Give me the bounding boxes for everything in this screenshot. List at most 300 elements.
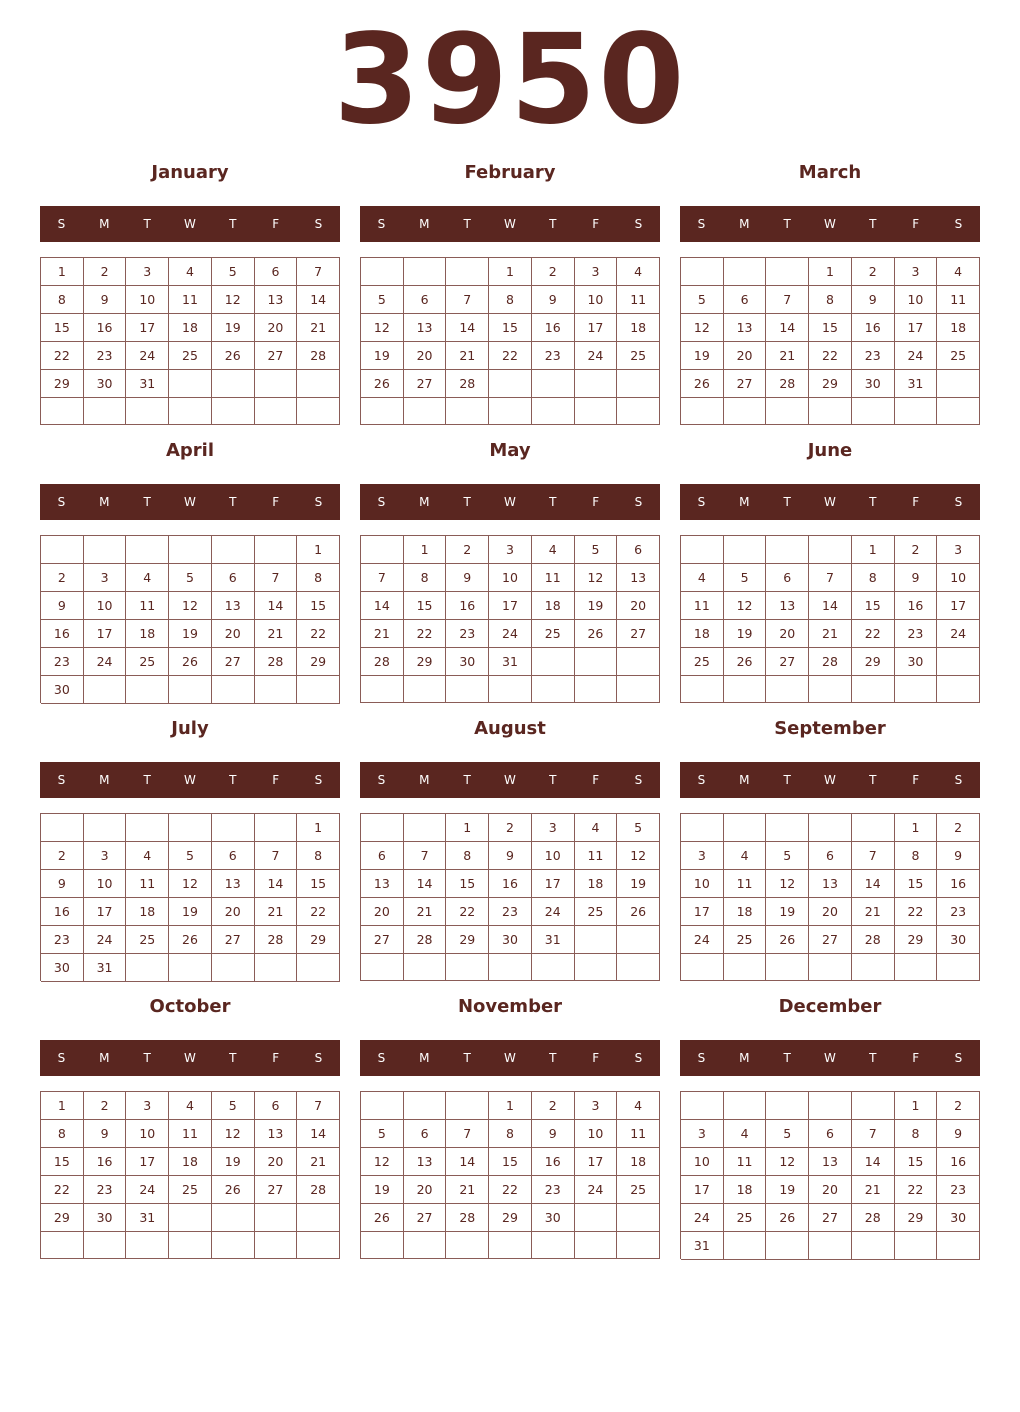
day-cell[interactable]: 6 <box>212 842 255 870</box>
day-cell[interactable]: 31 <box>532 926 575 954</box>
day-cell[interactable]: 17 <box>126 314 169 342</box>
day-cell[interactable]: 9 <box>446 564 489 592</box>
day-cell[interactable]: 28 <box>361 648 404 676</box>
day-cell[interactable]: 23 <box>895 620 938 648</box>
day-cell[interactable]: 3 <box>681 842 724 870</box>
day-cell[interactable]: 26 <box>766 926 809 954</box>
day-cell[interactable]: 10 <box>84 870 127 898</box>
day-cell[interactable]: 26 <box>575 620 618 648</box>
day-cell[interactable]: 19 <box>212 1148 255 1176</box>
day-cell[interactable]: 20 <box>404 342 447 370</box>
day-cell[interactable]: 20 <box>255 314 298 342</box>
day-cell[interactable]: 24 <box>937 620 980 648</box>
day-cell[interactable]: 31 <box>895 370 938 398</box>
day-cell[interactable]: 14 <box>361 592 404 620</box>
day-cell[interactable]: 19 <box>169 898 212 926</box>
day-cell[interactable]: 23 <box>84 1176 127 1204</box>
day-cell[interactable]: 25 <box>724 926 767 954</box>
day-cell[interactable]: 1 <box>41 1092 84 1120</box>
day-cell[interactable]: 16 <box>937 870 980 898</box>
day-cell[interactable]: 27 <box>724 370 767 398</box>
day-cell[interactable]: 16 <box>41 620 84 648</box>
day-cell[interactable]: 23 <box>84 342 127 370</box>
day-cell[interactable]: 4 <box>169 258 212 286</box>
day-cell[interactable]: 16 <box>41 898 84 926</box>
day-cell[interactable]: 2 <box>937 814 980 842</box>
day-cell[interactable]: 28 <box>297 342 340 370</box>
day-cell[interactable]: 21 <box>446 342 489 370</box>
day-cell[interactable]: 23 <box>532 342 575 370</box>
day-cell[interactable]: 9 <box>489 842 532 870</box>
day-cell[interactable]: 24 <box>575 342 618 370</box>
day-cell[interactable]: 1 <box>446 814 489 842</box>
day-cell[interactable]: 16 <box>937 1148 980 1176</box>
day-cell[interactable]: 26 <box>617 898 660 926</box>
day-cell[interactable]: 13 <box>809 870 852 898</box>
day-cell[interactable]: 11 <box>575 842 618 870</box>
day-cell[interactable]: 26 <box>361 1204 404 1232</box>
day-cell[interactable]: 1 <box>895 1092 938 1120</box>
day-cell[interactable]: 24 <box>126 1176 169 1204</box>
day-cell[interactable]: 29 <box>446 926 489 954</box>
day-cell[interactable]: 29 <box>41 370 84 398</box>
day-cell[interactable]: 2 <box>937 1092 980 1120</box>
day-cell[interactable]: 10 <box>84 592 127 620</box>
day-cell[interactable]: 2 <box>41 842 84 870</box>
day-cell[interactable]: 19 <box>361 1176 404 1204</box>
day-cell[interactable]: 14 <box>446 1148 489 1176</box>
day-cell[interactable]: 20 <box>255 1148 298 1176</box>
day-cell[interactable]: 14 <box>766 314 809 342</box>
day-cell[interactable]: 4 <box>724 842 767 870</box>
day-cell[interactable]: 21 <box>852 1176 895 1204</box>
day-cell[interactable]: 7 <box>852 1120 895 1148</box>
day-cell[interactable]: 4 <box>575 814 618 842</box>
day-cell[interactable]: 16 <box>852 314 895 342</box>
day-cell[interactable]: 14 <box>809 592 852 620</box>
day-cell[interactable]: 14 <box>852 1148 895 1176</box>
day-cell[interactable]: 3 <box>681 1120 724 1148</box>
day-cell[interactable]: 5 <box>361 1120 404 1148</box>
day-cell[interactable]: 18 <box>126 620 169 648</box>
day-cell[interactable]: 6 <box>809 842 852 870</box>
day-cell[interactable]: 19 <box>361 342 404 370</box>
day-cell[interactable]: 21 <box>446 1176 489 1204</box>
day-cell[interactable]: 4 <box>126 842 169 870</box>
day-cell[interactable]: 10 <box>895 286 938 314</box>
day-cell[interactable]: 11 <box>681 592 724 620</box>
day-cell[interactable]: 30 <box>84 1204 127 1232</box>
day-cell[interactable]: 28 <box>255 648 298 676</box>
day-cell[interactable]: 17 <box>126 1148 169 1176</box>
day-cell[interactable]: 1 <box>895 814 938 842</box>
day-cell[interactable]: 7 <box>446 1120 489 1148</box>
day-cell[interactable]: 7 <box>361 564 404 592</box>
day-cell[interactable]: 20 <box>404 1176 447 1204</box>
day-cell[interactable]: 2 <box>84 1092 127 1120</box>
day-cell[interactable]: 27 <box>617 620 660 648</box>
day-cell[interactable]: 15 <box>852 592 895 620</box>
day-cell[interactable]: 25 <box>169 342 212 370</box>
day-cell[interactable]: 5 <box>169 842 212 870</box>
day-cell[interactable]: 24 <box>126 342 169 370</box>
day-cell[interactable]: 8 <box>297 842 340 870</box>
day-cell[interactable]: 1 <box>809 258 852 286</box>
day-cell[interactable]: 2 <box>489 814 532 842</box>
day-cell[interactable]: 28 <box>852 1204 895 1232</box>
day-cell[interactable]: 13 <box>404 1148 447 1176</box>
day-cell[interactable]: 20 <box>212 620 255 648</box>
day-cell[interactable]: 26 <box>169 648 212 676</box>
day-cell[interactable]: 29 <box>895 1204 938 1232</box>
day-cell[interactable]: 9 <box>937 1120 980 1148</box>
day-cell[interactable]: 29 <box>297 926 340 954</box>
day-cell[interactable]: 23 <box>937 1176 980 1204</box>
day-cell[interactable]: 11 <box>617 286 660 314</box>
day-cell[interactable]: 5 <box>212 258 255 286</box>
day-cell[interactable]: 12 <box>766 1148 809 1176</box>
day-cell[interactable]: 7 <box>766 286 809 314</box>
day-cell[interactable]: 11 <box>126 592 169 620</box>
day-cell[interactable]: 23 <box>446 620 489 648</box>
day-cell[interactable]: 24 <box>895 342 938 370</box>
day-cell[interactable]: 9 <box>852 286 895 314</box>
day-cell[interactable]: 30 <box>446 648 489 676</box>
day-cell[interactable]: 29 <box>895 926 938 954</box>
day-cell[interactable]: 11 <box>937 286 980 314</box>
day-cell[interactable]: 20 <box>724 342 767 370</box>
day-cell[interactable]: 4 <box>681 564 724 592</box>
day-cell[interactable]: 8 <box>297 564 340 592</box>
day-cell[interactable]: 6 <box>212 564 255 592</box>
day-cell[interactable]: 30 <box>84 370 127 398</box>
day-cell[interactable]: 15 <box>41 1148 84 1176</box>
day-cell[interactable]: 12 <box>169 870 212 898</box>
day-cell[interactable]: 29 <box>852 648 895 676</box>
day-cell[interactable]: 9 <box>937 842 980 870</box>
day-cell[interactable]: 22 <box>489 1176 532 1204</box>
day-cell[interactable]: 21 <box>255 620 298 648</box>
day-cell[interactable]: 8 <box>446 842 489 870</box>
day-cell[interactable]: 31 <box>126 1204 169 1232</box>
day-cell[interactable]: 9 <box>895 564 938 592</box>
day-cell[interactable]: 4 <box>617 1092 660 1120</box>
day-cell[interactable]: 9 <box>84 286 127 314</box>
day-cell[interactable]: 22 <box>852 620 895 648</box>
day-cell[interactable]: 10 <box>575 1120 618 1148</box>
day-cell[interactable]: 8 <box>809 286 852 314</box>
day-cell[interactable]: 2 <box>84 258 127 286</box>
day-cell[interactable]: 28 <box>446 370 489 398</box>
day-cell[interactable]: 14 <box>297 1120 340 1148</box>
day-cell[interactable]: 23 <box>852 342 895 370</box>
day-cell[interactable]: 16 <box>446 592 489 620</box>
day-cell[interactable]: 12 <box>681 314 724 342</box>
day-cell[interactable]: 8 <box>852 564 895 592</box>
day-cell[interactable]: 7 <box>404 842 447 870</box>
day-cell[interactable]: 7 <box>297 258 340 286</box>
day-cell[interactable]: 21 <box>361 620 404 648</box>
day-cell[interactable]: 4 <box>724 1120 767 1148</box>
day-cell[interactable]: 22 <box>41 342 84 370</box>
day-cell[interactable]: 29 <box>41 1204 84 1232</box>
day-cell[interactable]: 3 <box>84 842 127 870</box>
day-cell[interactable]: 3 <box>575 1092 618 1120</box>
day-cell[interactable]: 24 <box>681 926 724 954</box>
day-cell[interactable]: 11 <box>169 286 212 314</box>
day-cell[interactable]: 10 <box>126 286 169 314</box>
day-cell[interactable]: 13 <box>255 286 298 314</box>
day-cell[interactable]: 6 <box>361 842 404 870</box>
day-cell[interactable]: 3 <box>937 536 980 564</box>
day-cell[interactable]: 15 <box>446 870 489 898</box>
day-cell[interactable]: 18 <box>169 1148 212 1176</box>
day-cell[interactable]: 30 <box>937 926 980 954</box>
day-cell[interactable]: 2 <box>532 258 575 286</box>
day-cell[interactable]: 5 <box>724 564 767 592</box>
day-cell[interactable]: 13 <box>255 1120 298 1148</box>
day-cell[interactable]: 18 <box>724 898 767 926</box>
day-cell[interactable]: 13 <box>809 1148 852 1176</box>
day-cell[interactable]: 29 <box>297 648 340 676</box>
day-cell[interactable]: 23 <box>532 1176 575 1204</box>
day-cell[interactable]: 13 <box>404 314 447 342</box>
day-cell[interactable]: 25 <box>126 926 169 954</box>
day-cell[interactable]: 1 <box>852 536 895 564</box>
day-cell[interactable]: 19 <box>766 898 809 926</box>
day-cell[interactable]: 26 <box>212 1176 255 1204</box>
day-cell[interactable]: 24 <box>575 1176 618 1204</box>
day-cell[interactable]: 21 <box>766 342 809 370</box>
day-cell[interactable]: 28 <box>446 1204 489 1232</box>
day-cell[interactable]: 8 <box>404 564 447 592</box>
day-cell[interactable]: 9 <box>41 870 84 898</box>
day-cell[interactable]: 13 <box>212 870 255 898</box>
day-cell[interactable]: 16 <box>532 314 575 342</box>
day-cell[interactable]: 3 <box>575 258 618 286</box>
day-cell[interactable]: 18 <box>532 592 575 620</box>
day-cell[interactable]: 25 <box>169 1176 212 1204</box>
day-cell[interactable]: 27 <box>809 1204 852 1232</box>
day-cell[interactable]: 2 <box>895 536 938 564</box>
day-cell[interactable]: 11 <box>532 564 575 592</box>
day-cell[interactable]: 6 <box>617 536 660 564</box>
day-cell[interactable]: 11 <box>169 1120 212 1148</box>
day-cell[interactable]: 10 <box>126 1120 169 1148</box>
day-cell[interactable]: 22 <box>809 342 852 370</box>
day-cell[interactable]: 27 <box>766 648 809 676</box>
day-cell[interactable]: 28 <box>255 926 298 954</box>
day-cell[interactable]: 25 <box>937 342 980 370</box>
day-cell[interactable]: 6 <box>724 286 767 314</box>
day-cell[interactable]: 29 <box>489 1204 532 1232</box>
day-cell[interactable]: 7 <box>255 842 298 870</box>
day-cell[interactable]: 9 <box>532 286 575 314</box>
day-cell[interactable]: 27 <box>404 1204 447 1232</box>
day-cell[interactable]: 3 <box>895 258 938 286</box>
day-cell[interactable]: 15 <box>809 314 852 342</box>
day-cell[interactable]: 18 <box>126 898 169 926</box>
day-cell[interactable]: 7 <box>852 842 895 870</box>
day-cell[interactable]: 4 <box>169 1092 212 1120</box>
day-cell[interactable]: 26 <box>169 926 212 954</box>
day-cell[interactable]: 24 <box>681 1204 724 1232</box>
day-cell[interactable]: 4 <box>617 258 660 286</box>
day-cell[interactable]: 12 <box>361 1148 404 1176</box>
day-cell[interactable]: 15 <box>404 592 447 620</box>
day-cell[interactable]: 27 <box>809 926 852 954</box>
day-cell[interactable]: 15 <box>297 870 340 898</box>
day-cell[interactable]: 15 <box>489 314 532 342</box>
day-cell[interactable]: 25 <box>724 1204 767 1232</box>
day-cell[interactable]: 21 <box>404 898 447 926</box>
day-cell[interactable]: 25 <box>575 898 618 926</box>
day-cell[interactable]: 13 <box>212 592 255 620</box>
day-cell[interactable]: 31 <box>681 1232 724 1260</box>
day-cell[interactable]: 20 <box>809 898 852 926</box>
day-cell[interactable]: 31 <box>489 648 532 676</box>
day-cell[interactable]: 12 <box>724 592 767 620</box>
day-cell[interactable]: 8 <box>489 1120 532 1148</box>
day-cell[interactable]: 19 <box>617 870 660 898</box>
day-cell[interactable]: 17 <box>937 592 980 620</box>
day-cell[interactable]: 3 <box>532 814 575 842</box>
day-cell[interactable]: 15 <box>895 1148 938 1176</box>
day-cell[interactable]: 6 <box>766 564 809 592</box>
day-cell[interactable]: 24 <box>84 926 127 954</box>
day-cell[interactable]: 7 <box>255 564 298 592</box>
day-cell[interactable]: 5 <box>766 842 809 870</box>
day-cell[interactable]: 6 <box>404 1120 447 1148</box>
day-cell[interactable]: 21 <box>255 898 298 926</box>
day-cell[interactable]: 27 <box>212 648 255 676</box>
day-cell[interactable]: 13 <box>766 592 809 620</box>
day-cell[interactable]: 24 <box>84 648 127 676</box>
day-cell[interactable]: 19 <box>169 620 212 648</box>
day-cell[interactable]: 15 <box>41 314 84 342</box>
day-cell[interactable]: 12 <box>575 564 618 592</box>
day-cell[interactable]: 8 <box>895 1120 938 1148</box>
day-cell[interactable]: 27 <box>361 926 404 954</box>
day-cell[interactable]: 14 <box>255 870 298 898</box>
day-cell[interactable]: 16 <box>895 592 938 620</box>
day-cell[interactable]: 11 <box>724 870 767 898</box>
day-cell[interactable]: 21 <box>852 898 895 926</box>
day-cell[interactable]: 17 <box>681 1176 724 1204</box>
day-cell[interactable]: 2 <box>446 536 489 564</box>
day-cell[interactable]: 26 <box>724 648 767 676</box>
day-cell[interactable]: 3 <box>126 1092 169 1120</box>
day-cell[interactable]: 14 <box>297 286 340 314</box>
day-cell[interactable]: 25 <box>617 342 660 370</box>
day-cell[interactable]: 25 <box>126 648 169 676</box>
day-cell[interactable]: 15 <box>297 592 340 620</box>
day-cell[interactable]: 10 <box>532 842 575 870</box>
day-cell[interactable]: 30 <box>532 1204 575 1232</box>
day-cell[interactable]: 17 <box>489 592 532 620</box>
day-cell[interactable]: 5 <box>681 286 724 314</box>
day-cell[interactable]: 8 <box>895 842 938 870</box>
day-cell[interactable]: 17 <box>532 870 575 898</box>
day-cell[interactable]: 19 <box>766 1176 809 1204</box>
day-cell[interactable]: 16 <box>84 314 127 342</box>
day-cell[interactable]: 11 <box>126 870 169 898</box>
day-cell[interactable]: 10 <box>937 564 980 592</box>
day-cell[interactable]: 19 <box>724 620 767 648</box>
day-cell[interactable]: 30 <box>41 676 84 704</box>
day-cell[interactable]: 4 <box>532 536 575 564</box>
day-cell[interactable]: 17 <box>895 314 938 342</box>
day-cell[interactable]: 31 <box>126 370 169 398</box>
day-cell[interactable]: 1 <box>404 536 447 564</box>
day-cell[interactable]: 24 <box>489 620 532 648</box>
day-cell[interactable]: 30 <box>489 926 532 954</box>
day-cell[interactable]: 29 <box>404 648 447 676</box>
day-cell[interactable]: 16 <box>532 1148 575 1176</box>
day-cell[interactable]: 13 <box>361 870 404 898</box>
day-cell[interactable]: 19 <box>575 592 618 620</box>
day-cell[interactable]: 6 <box>255 1092 298 1120</box>
day-cell[interactable]: 7 <box>809 564 852 592</box>
day-cell[interactable]: 10 <box>681 1148 724 1176</box>
day-cell[interactable]: 14 <box>404 870 447 898</box>
day-cell[interactable]: 3 <box>489 536 532 564</box>
day-cell[interactable]: 22 <box>895 898 938 926</box>
day-cell[interactable]: 20 <box>212 898 255 926</box>
day-cell[interactable]: 25 <box>532 620 575 648</box>
day-cell[interactable]: 12 <box>212 286 255 314</box>
day-cell[interactable]: 8 <box>41 1120 84 1148</box>
day-cell[interactable]: 1 <box>489 1092 532 1120</box>
day-cell[interactable]: 25 <box>617 1176 660 1204</box>
day-cell[interactable]: 18 <box>169 314 212 342</box>
day-cell[interactable]: 23 <box>41 648 84 676</box>
day-cell[interactable]: 7 <box>446 286 489 314</box>
day-cell[interactable]: 27 <box>404 370 447 398</box>
day-cell[interactable]: 16 <box>489 870 532 898</box>
day-cell[interactable]: 13 <box>617 564 660 592</box>
day-cell[interactable]: 18 <box>681 620 724 648</box>
day-cell[interactable]: 2 <box>852 258 895 286</box>
day-cell[interactable]: 26 <box>681 370 724 398</box>
day-cell[interactable]: 6 <box>255 258 298 286</box>
day-cell[interactable]: 30 <box>41 954 84 982</box>
day-cell[interactable]: 28 <box>852 926 895 954</box>
day-cell[interactable]: 30 <box>895 648 938 676</box>
day-cell[interactable]: 14 <box>852 870 895 898</box>
day-cell[interactable]: 10 <box>489 564 532 592</box>
day-cell[interactable]: 26 <box>212 342 255 370</box>
day-cell[interactable]: 17 <box>575 1148 618 1176</box>
day-cell[interactable]: 23 <box>489 898 532 926</box>
day-cell[interactable]: 10 <box>575 286 618 314</box>
day-cell[interactable]: 14 <box>255 592 298 620</box>
day-cell[interactable]: 1 <box>489 258 532 286</box>
day-cell[interactable]: 3 <box>126 258 169 286</box>
day-cell[interactable]: 1 <box>297 814 340 842</box>
day-cell[interactable]: 18 <box>937 314 980 342</box>
day-cell[interactable]: 11 <box>617 1120 660 1148</box>
day-cell[interactable]: 8 <box>489 286 532 314</box>
day-cell[interactable]: 28 <box>297 1176 340 1204</box>
day-cell[interactable]: 30 <box>852 370 895 398</box>
day-cell[interactable]: 17 <box>575 314 618 342</box>
day-cell[interactable]: 12 <box>212 1120 255 1148</box>
day-cell[interactable]: 21 <box>809 620 852 648</box>
day-cell[interactable]: 1 <box>41 258 84 286</box>
day-cell[interactable]: 26 <box>361 370 404 398</box>
day-cell[interactable]: 5 <box>169 564 212 592</box>
